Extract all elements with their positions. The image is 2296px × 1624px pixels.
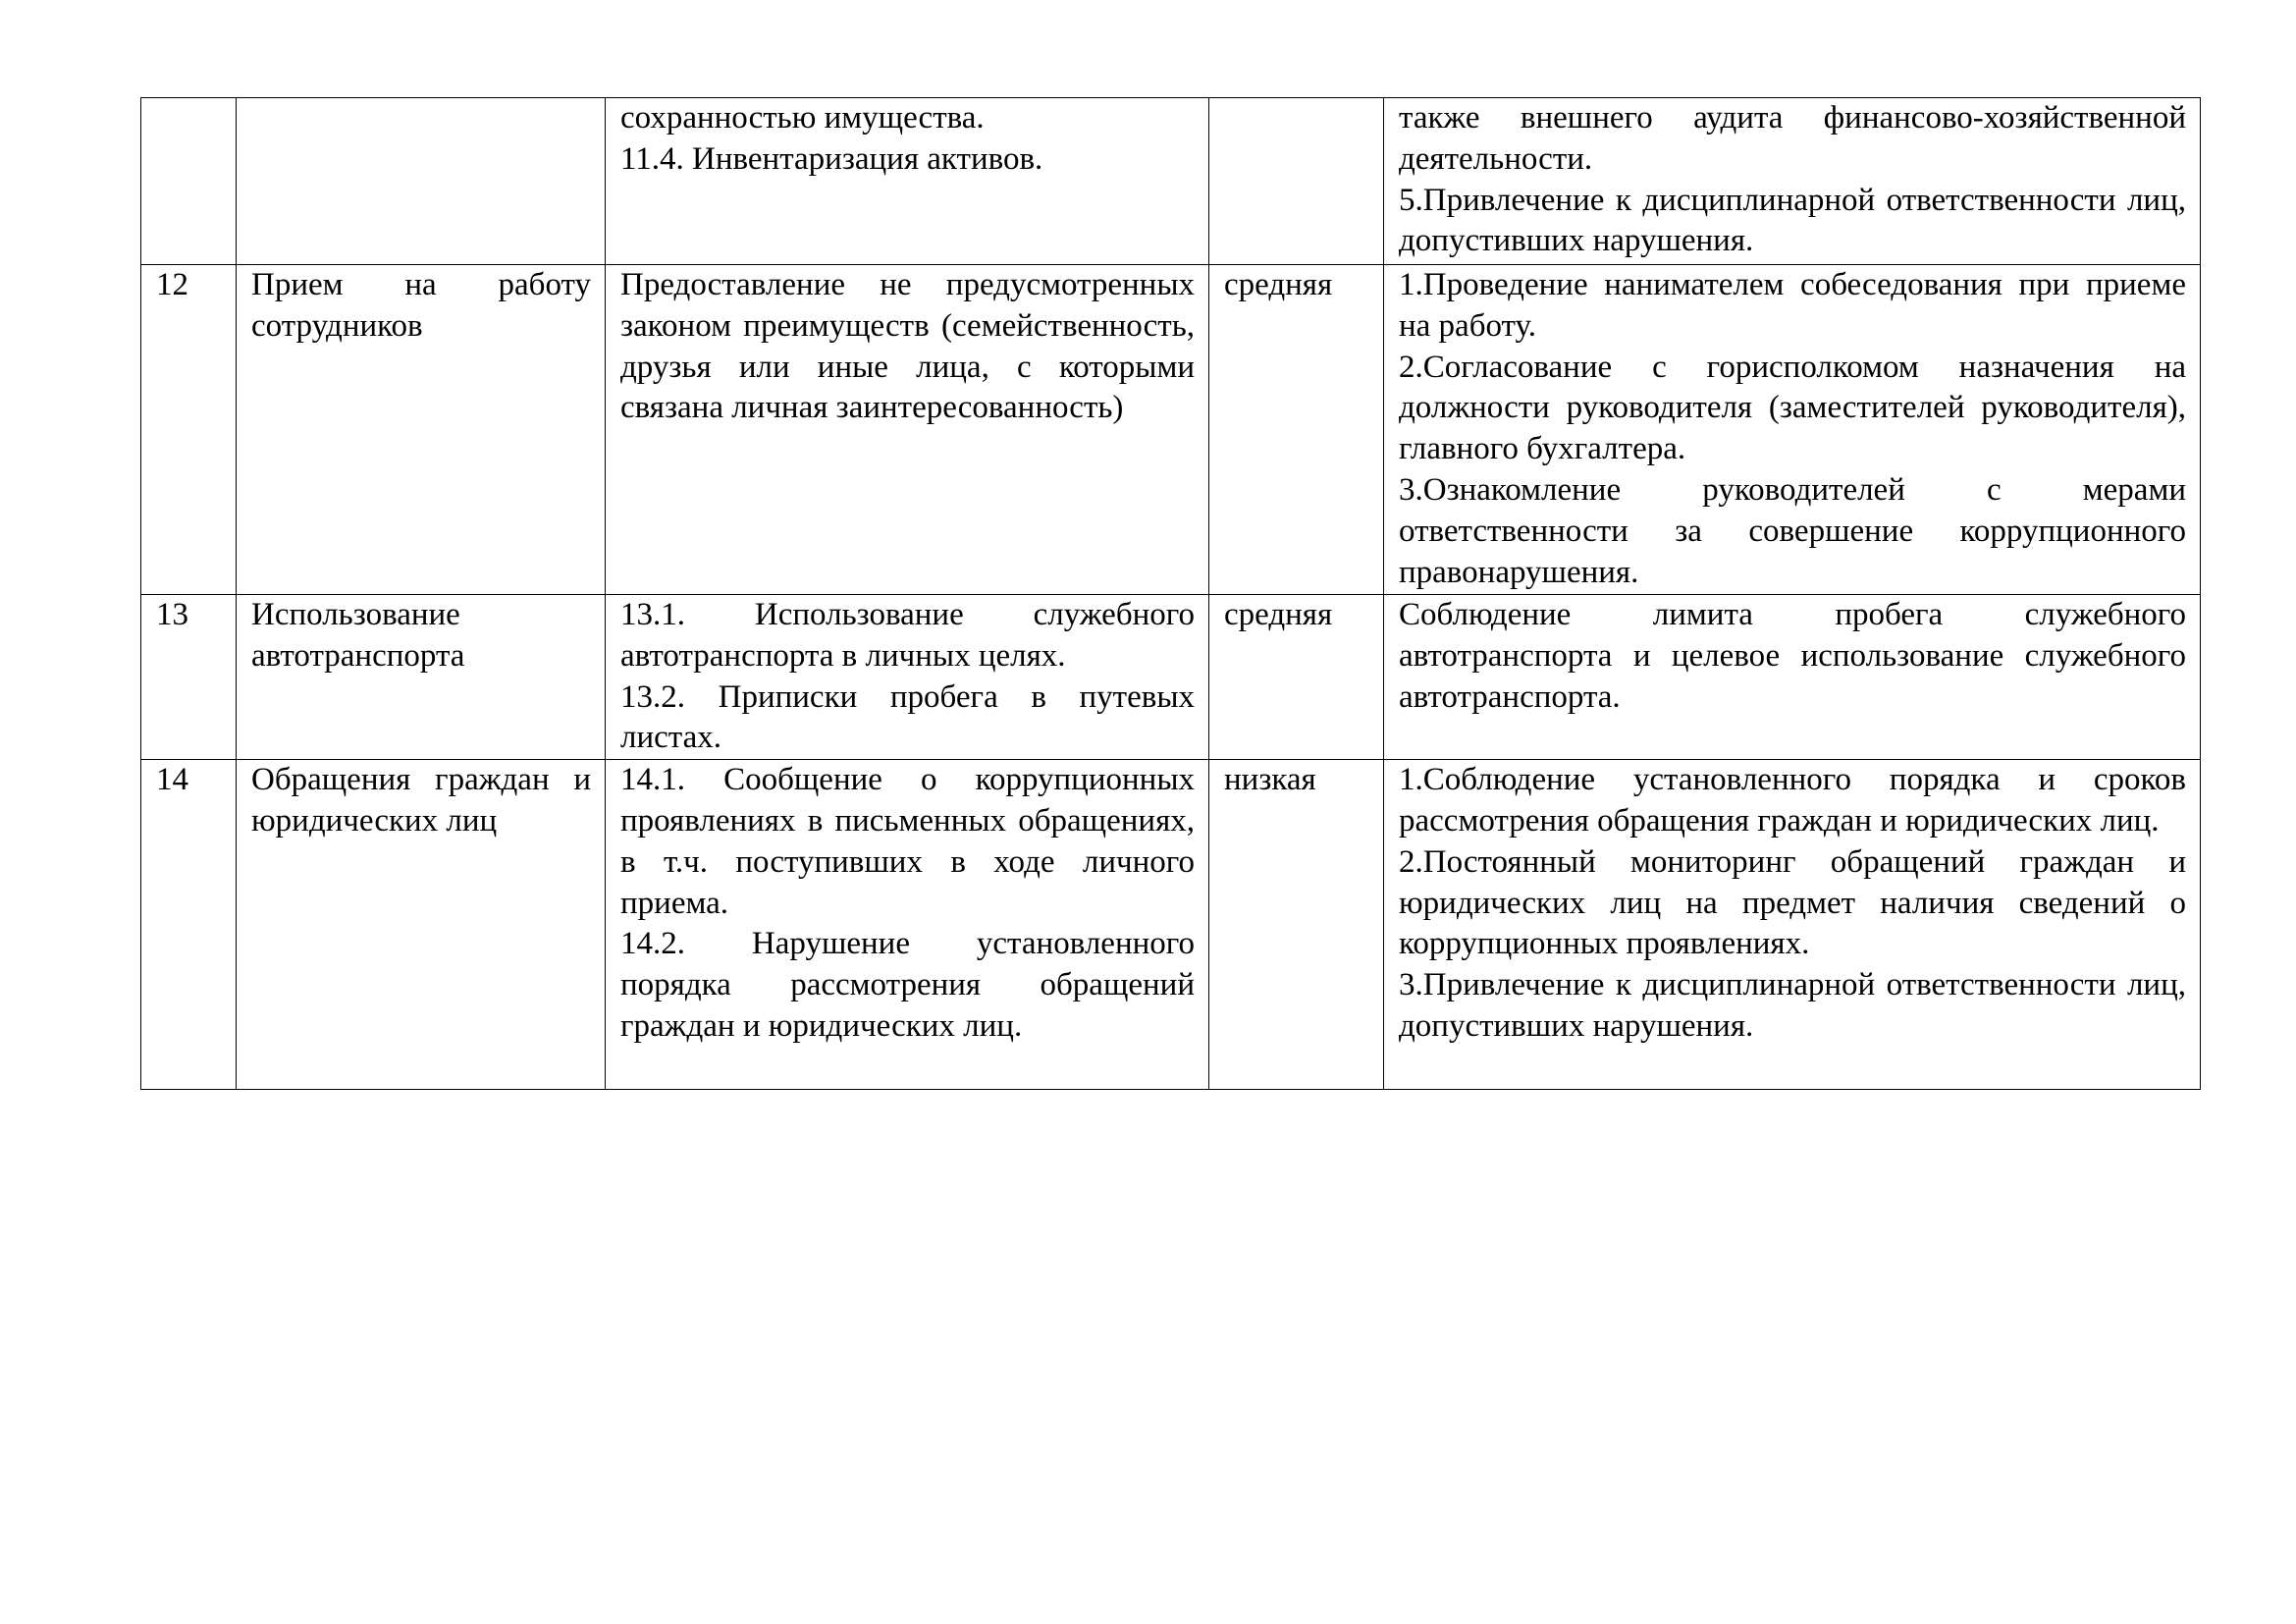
prevention-measures <box>1384 265 2201 595</box>
measure-item: 2.Согласование с горисполкомом назначения на должности руководителя (заместителей руководителя), главного бухгалтера. <box>1399 349 2186 467</box>
risk-item: 11.4. Инвентаризация активов. <box>620 140 1043 177</box>
table-row <box>141 265 2201 595</box>
measure-item: также внешнего аудита финансово-хозяйственной деятельности. <box>1399 100 2186 177</box>
risk-level: средняя <box>1209 265 1384 595</box>
row-number <box>141 98 237 265</box>
risk-item: Предоставление не предусмотренных законом преимуществ (семейственность, друзья или иные лица, с которыми связана личная заинтересованность) <box>620 267 1195 426</box>
measure-item: 3.Ознакомление руководителей с мерами ответственности за совершение коррупционного правонарушения. <box>1399 471 2186 590</box>
activity-area: Прием на работу сотрудников <box>237 265 606 595</box>
prevention-measures <box>1384 760 2201 1090</box>
risk-table <box>140 97 2201 1090</box>
risk-level <box>1209 98 1384 265</box>
activity-area: Использование автотранспорта <box>237 595 606 760</box>
risk-item: сохранностью имущества. <box>620 100 985 135</box>
prevention-measures <box>1384 595 2201 760</box>
risk-item: 14.1. Сообщение о коррупционных проявлениях в письменных обращениях, в т.ч. поступивших в ходе личного приема. <box>620 762 1195 921</box>
measure-item: 1.Проведение нанимателем собеседования при приеме на работу. <box>1399 267 2186 344</box>
prevention-measures <box>1384 98 2201 265</box>
corruption-risk <box>606 265 1209 595</box>
risk-level: средняя <box>1209 595 1384 760</box>
measure-item: 5.Привлечение к дисциплинарной ответственности лиц, допустивших нарушения. <box>1399 182 2186 259</box>
measure-item: Соблюдение лимита пробега служебного автотранспорта и целевое использование служебного автотранспорта. <box>1399 597 2186 715</box>
table-row <box>141 98 2201 265</box>
row-number: 13 <box>141 595 237 760</box>
corruption-risk <box>606 98 1209 265</box>
row-number: 12 <box>141 265 237 595</box>
activity-area <box>237 98 606 265</box>
risk-item: 13.1. Использование служебного автотранспорта в личных целях. <box>620 597 1195 674</box>
risk-item: 14.2. Нарушение установленного порядка рассмотрения обращений граждан и юридических лиц. <box>620 926 1195 1044</box>
row-number: 14 <box>141 760 237 1090</box>
corruption-risk <box>606 595 1209 760</box>
measure-item: 1.Соблюдение установленного порядка и сроков рассмотрения обращения граждан и юридических лиц. <box>1399 762 2186 839</box>
risk-item: 13.2. Приписки пробега в путевых листах. <box>620 678 1195 756</box>
measure-item: 3.Привлечение к дисциплинарной ответственности лиц, допустивших нарушения. <box>1399 967 2186 1044</box>
activity-area: Обращения граждан и юридических лиц <box>237 760 606 1090</box>
table-row <box>141 760 2201 1090</box>
measure-item: 2.Постоянный мониторинг обращений граждан и юридических лиц на предмет наличия сведений о коррупционных проявлениях. <box>1399 843 2186 962</box>
corruption-risk <box>606 760 1209 1090</box>
table-row <box>141 595 2201 760</box>
risk-level: низкая <box>1209 760 1384 1090</box>
